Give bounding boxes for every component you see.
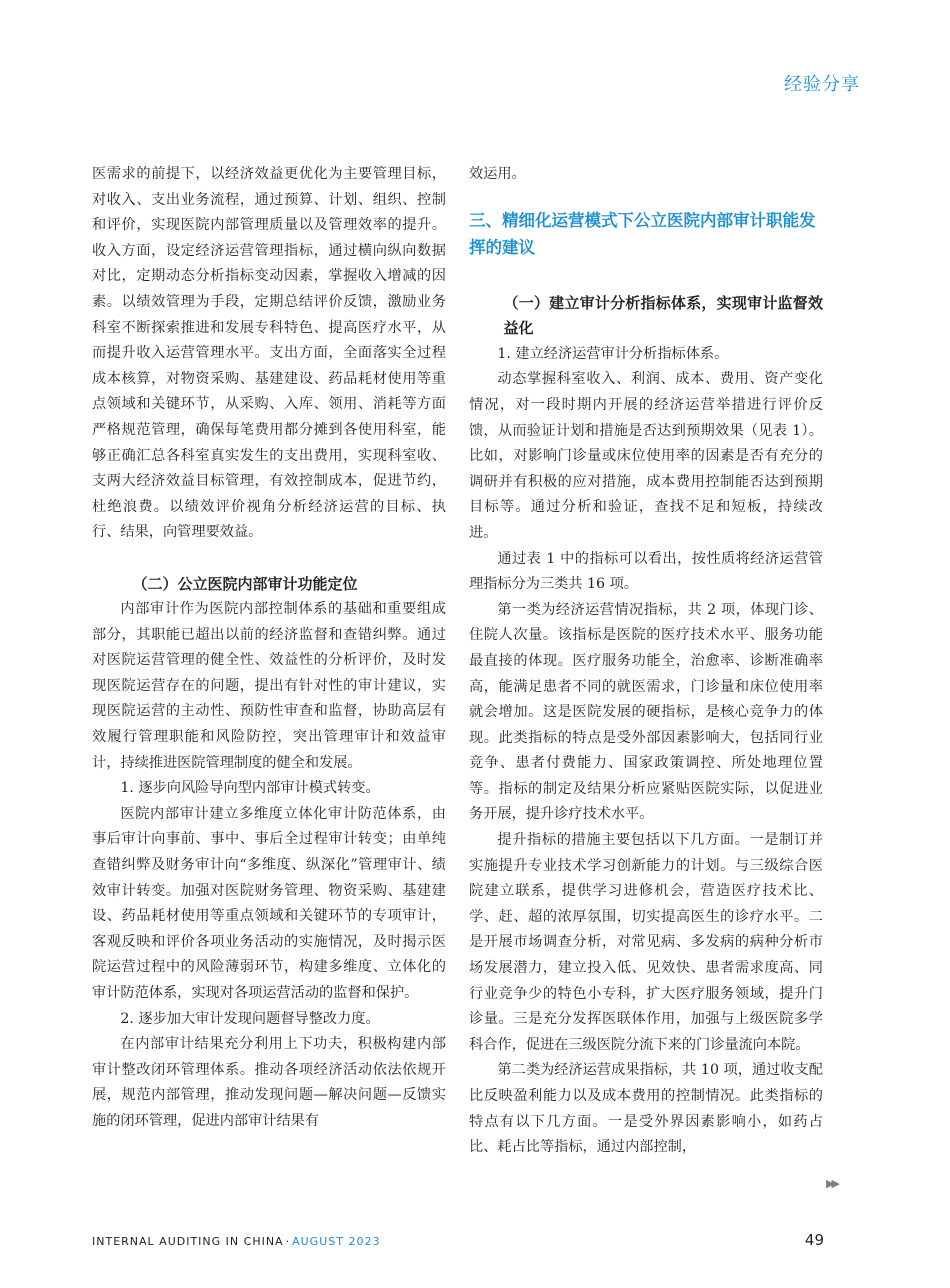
body-paragraph: 医需求的前提下，以经济效益更优化为主要管理目标，对收入、支出业务流程，通过预算、计划、组织、控制和评价，实现医院内部管理质量以及管理效率的提升。收入方面，设定经济运营管理指标，通过横向纵向数据对比，定期动态分析指标变动因素，掌握收入增减的因素。以绩效管理为手段，定期总结评价反馈，激励业务科室不断探索推进和发展专科特色、提高医疗水平，从而提升收入运营管理水平。支出方面，全面落实全过程成本核算，对物资采购、基建建设、药品耗材使用等重点领域和关键环节，从采购、入库、领用、消耗等方面严格规范管理，确保每笔费用都分摊到各使用科室，能够正确汇总各科室真实发生的支出费用，实现科室收、支两大经济效益目标管理，有效控制成本，促进节约，杜绝浪费。以绩效评价视角分析经济运营的目标、执行、结果，向管理要效益。: [92, 166, 446, 541]
body-paragraph: 第一类为经济运营情况指标，共 2 项，体现门诊、住院人次量。该指标是医院的医疗技术水平、服务功能最直接的体现。医疗服务功能全，治愈率、诊断准确率高，能满足患者不同的就医需求，门诊量和床位使用率就会增加。这是医院发展的硬指标，是核心竞争力的体现。此类指标的特点是受外部因素影响大，包括同行业竞争、患者付费能力、国家政策调控、所处地理位置等。指标的制定及结果分析应紧贴医院实际，以促进业务开展，提升诊疗技术水平。: [469, 601, 823, 823]
numbered-point: 1. 建立经济运营审计分析指标体系。: [497, 345, 729, 362]
journal-name: INTERNAL AUDITING IN CHINA: [92, 1235, 284, 1248]
body-paragraph: 动态掌握科室收入、利润、成本、费用、资产变化情况，对一段时期内开展的经济运营举措进行评价反馈，从而验证计划和措施是否达到预期效果（见表 1）。比如，对影响门诊量或床位使用率的因素是否有充分的调研并有积极的应对措施，成本费用控制能否达到预期目标等。通过分析和验证，查找不足和短板，持续改进。: [469, 371, 823, 541]
numbered-point: 2. 逐步加大审计发现问题督导整改力度。: [120, 1010, 380, 1027]
subsection-heading: （一）建立审计分析指标体系，实现审计监督效益化: [503, 293, 823, 338]
body-paragraph: 内部审计作为医院内部控制体系的基础和重要组成部分，其职能已超出以前的经济监督和查错纠弊。通过对医院运营管理的健全性、效益性的分析评价，及时发现医院运营存在的问题，提出有针对性的审计建议，实现医院运营的主动性、预防性审查和监督，协助高层有效履行管理职能和风险防控，突出管理审计和效益审计，持续推进医院管理制度的健全和发展。: [92, 601, 446, 771]
body-paragraph: 提升指标的措施主要包括以下几方面。一是制订并实施提升专业技术学习创新能力的计划。与三级综合医院建立联系，提供学习进修机会，营造医疗技术比、学、赶、超的浓厚氛围，切实提高医生的诊疗水平。二是开展市场调查分析，对常见病、多发病的病种分析市场发展潜力，建立投入低、见效快、患者需求度高、同行业竞争少的特色小专科，扩大医疗服务领域，提升门诊量。三是充分发挥医联体作用，加强与上级医院多学科合作，促进在三级医院分流下来的门诊量流向本院。: [469, 832, 823, 1053]
left-column: [92, 162, 446, 1135]
issue-date: AUGUST 2023: [292, 1235, 381, 1248]
section-heading: 三、精细化运营模式下公立医院内部审计职能发挥的建议: [469, 210, 816, 257]
right-column: [469, 162, 823, 1161]
page-number: 49: [804, 1231, 824, 1249]
footer-journal: [92, 1235, 380, 1248]
body-paragraph: 第二类为经济运营成果指标，共 10 项，通过收支配比反映盈利能力以及成本费用的控制情况。此类指标的特点有以下几方面。一是受外界因素影响小，如药占比、耗占比等指标，通过内部控制，: [469, 1062, 823, 1156]
body-paragraph: 医院内部审计建立多维度立体化审计防范体系，由事后审计向事前、事中、事后全过程审计转变；由单纯查错纠弊及财务审计向“多维度、纵深化”管理审计、绩效审计转变。加强对医院财务管理、物资采购、基建建设、药品耗材使用等重点领域和关键环节的专项审计，客观反映和评价各项业务活动的实施情况，及时揭示医院运营过程中的风险薄弱环节，构建多维度、立体化的审计防范体系，实现对各项运营活动的监督和保护。: [92, 805, 446, 1001]
footer-separator: ·: [285, 1235, 291, 1248]
continue-arrow-icon: ▶▶: [826, 1177, 837, 1190]
subsection-heading: （二）公立医院内部审计功能定位: [132, 574, 358, 593]
section-tag: 经验分享: [784, 74, 860, 95]
body-paragraph: 在内部审计结果充分利用上下功夫，积极构建内部审计整改闭环管理体系。推动各项经济活动依法依规开展，规范内部管理，推动发现问题—解决问题—反馈实施的闭环管理，促进内部审计结果有: [92, 1036, 446, 1129]
body-paragraph: 效运用。: [469, 166, 526, 182]
body-paragraph: 通过表 1 中的指标可以看出，按性质将经济运营管理指标分为三类共 16 项。: [469, 550, 823, 593]
numbered-point: 1. 逐步向风险导向型内部审计模式转变。: [120, 780, 380, 797]
